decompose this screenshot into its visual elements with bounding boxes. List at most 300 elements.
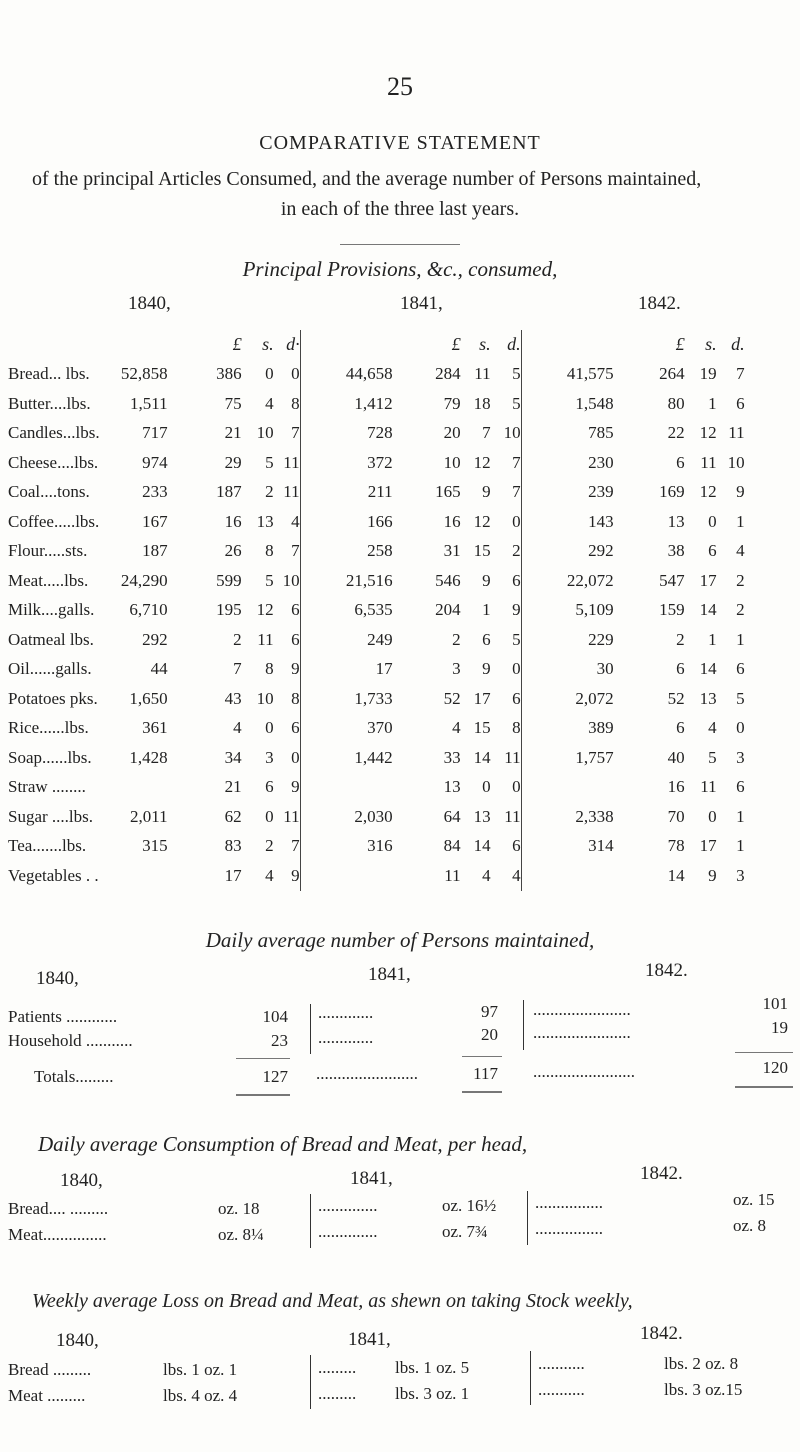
pounds-1842: 547 (659, 570, 685, 590)
pence-1840: 7 (291, 541, 300, 561)
pence-1840: 9 (291, 659, 300, 679)
qty-1842 (521, 773, 614, 803)
pence-1840: 7 (291, 423, 300, 443)
table-row (8, 596, 745, 626)
pence-1842: 3 (736, 865, 745, 885)
pence-1842: 1 (736, 511, 745, 531)
pence-1840: 10 (282, 570, 300, 590)
pence-1840: 6 (291, 600, 300, 620)
pounds-1841: 33 (443, 747, 461, 767)
table-row (8, 861, 745, 891)
shillings-1842: 1 (708, 393, 717, 413)
pence-1841: 7 (512, 452, 521, 472)
qty-1840: 974 (142, 452, 168, 472)
pounds-1841: 165 (435, 482, 461, 502)
pounds-1842: 22 (667, 423, 685, 443)
row-label: Flour.....sts. (8, 541, 88, 561)
shillings-1842: 17 (699, 570, 717, 590)
loss-heading: Weekly average Loss on Bread and Meat, as shewn on taking Stock weekly, (32, 1290, 633, 1312)
pounds-1842: 6 (676, 452, 685, 472)
pence-1841: 6 (512, 688, 521, 708)
pence-1841: 4 (512, 865, 521, 885)
unit-pounds: £ (232, 334, 242, 355)
pence-1842: 2 (736, 570, 745, 590)
pounds-1840: 21 (224, 777, 242, 797)
qty-1840: 717 (142, 423, 168, 443)
pence-1840: 11 (283, 482, 300, 502)
shillings-1840: 10 (256, 688, 274, 708)
qty-1841 (300, 773, 393, 803)
qty-1840: 1,650 (129, 688, 168, 708)
shillings-1840: 11 (257, 629, 274, 649)
pounds-1842: 14 (667, 865, 685, 885)
row-label: Straw ........ (8, 777, 86, 797)
shillings-1841: 15 (473, 541, 491, 561)
divider (340, 244, 460, 245)
pounds-1840: 62 (224, 806, 242, 826)
pounds-1840: 16 (224, 511, 242, 531)
shillings-1841: 14 (473, 747, 491, 767)
unit-pence: d· (286, 334, 300, 355)
shillings-1842: 11 (700, 777, 717, 797)
pence-1842: 0 (736, 718, 745, 738)
qty-1842: 229 (521, 625, 614, 655)
pence-1840: 6 (291, 718, 300, 738)
sum-rule (735, 1052, 793, 1053)
shillings-1840: 8 (265, 659, 274, 679)
pounds-1842: 78 (667, 836, 685, 856)
shillings-1840: 2 (265, 482, 274, 502)
pence-1840: 7 (291, 836, 300, 856)
shillings-1840: 0 (265, 806, 274, 826)
shillings-1840: 8 (265, 541, 274, 561)
shillings-1840: 4 (265, 865, 274, 885)
shillings-1842: 9 (708, 865, 717, 885)
table-row (8, 419, 745, 449)
pounds-1840: 21 (224, 423, 242, 443)
qty-1840: 167 (142, 511, 168, 531)
pounds-1842: 2 (676, 629, 685, 649)
pounds-1842: 40 (667, 747, 685, 767)
pounds-1842: 13 (667, 511, 685, 531)
shillings-1840: 6 (265, 777, 274, 797)
unit-shillings: s. (705, 334, 717, 355)
patients-1842: 101 (762, 994, 788, 1013)
shillings-1842: 11 (700, 452, 717, 472)
pence-1842: 9 (736, 482, 745, 502)
pence-1840: 9 (291, 777, 300, 797)
meat-1840: oz. 8¼ (218, 1225, 264, 1244)
shillings-1840: 2 (265, 836, 274, 856)
dots: .............. (318, 1222, 378, 1241)
row-label: Coffee.....lbs. (8, 511, 100, 531)
dots: ........... (538, 1354, 585, 1373)
qty-1840: 292 (142, 629, 168, 649)
unit-pence: d. (731, 334, 745, 355)
shillings-1841: 13 (473, 806, 491, 826)
pounds-1840: 26 (224, 541, 242, 561)
shillings-1841: 9 (482, 570, 491, 590)
qty-1842: 22,072 (521, 566, 614, 596)
shillings-1842: 19 (699, 364, 717, 384)
shillings-1841: 9 (482, 659, 491, 679)
persons-year-1841: 1841, (368, 964, 411, 985)
pence-1842: 7 (736, 364, 745, 384)
patients-label: Patients ............ (8, 1007, 118, 1026)
bread-1840: oz. 18 (218, 1199, 260, 1218)
qty-1842: 230 (521, 448, 614, 478)
qty-1841 (300, 861, 393, 891)
pounds-1841: 64 (443, 806, 461, 826)
qty-1842: 5,109 (521, 596, 614, 626)
year-1842: 1842. (638, 293, 681, 314)
row-label: Meat.....lbs. (8, 570, 89, 590)
bread-1842: oz. 15 (733, 1190, 775, 1209)
pounds-1841: 52 (443, 688, 461, 708)
pence-1841: 5 (512, 364, 521, 384)
table-row (8, 832, 745, 862)
meat-label: Meat............... (8, 1225, 107, 1244)
pounds-1842: 70 (667, 806, 685, 826)
sum-rule (236, 1058, 290, 1059)
pounds-1841: 2 (452, 629, 461, 649)
meat-1841: oz. 7¾ (442, 1222, 488, 1241)
pence-1842: 6 (736, 659, 745, 679)
loss-meat-label: Meat ......... (8, 1386, 86, 1405)
unit-shillings: s. (479, 334, 491, 355)
pounds-1841: 11 (444, 865, 461, 885)
totals-rule (735, 1086, 793, 1088)
column-rule (527, 1191, 528, 1245)
table-row (8, 389, 745, 419)
shillings-1842: 0 (708, 511, 717, 531)
column-rule (310, 1004, 311, 1054)
table-row (8, 360, 745, 390)
pence-1841: 8 (512, 718, 521, 738)
qty-1840: 2,011 (129, 806, 168, 826)
pounds-1841: 546 (435, 570, 461, 590)
loss-bread-1841: lbs. 1 oz. 5 (395, 1358, 470, 1377)
loss-bread-label: Bread ......... (8, 1360, 92, 1379)
qty-1842: 389 (521, 714, 614, 744)
shillings-1840: 4 (265, 393, 274, 413)
patients-1840: 104 (262, 1007, 288, 1026)
pounds-1840: 599 (216, 570, 242, 590)
totals-label: Totals......... (34, 1067, 114, 1086)
shillings-1841: 4 (482, 865, 491, 885)
row-label: Coal....tons. (8, 482, 90, 502)
pence-1841: 0 (512, 511, 521, 531)
shillings-1841: 1 (482, 600, 491, 620)
column-rule (523, 1000, 524, 1050)
shillings-1841: 11 (474, 364, 491, 384)
qty-1842: 2,072 (521, 684, 614, 714)
dots: ....................... (533, 1000, 631, 1019)
bread-label: Bread.... ......... (8, 1199, 109, 1218)
row-label: Vegetables . . (8, 865, 99, 885)
pounds-1840: 386 (216, 364, 242, 384)
pounds-1842: 159 (659, 600, 685, 620)
pounds-1842: 6 (676, 659, 685, 679)
row-label: Potatoes pks. (8, 688, 98, 708)
totals-1842: 120 (762, 1058, 788, 1077)
table-row (8, 773, 745, 803)
pounds-1842: 264 (659, 364, 685, 384)
pence-1842: 10 (727, 452, 745, 472)
dots: ......... (318, 1384, 357, 1403)
pence-1842: 2 (736, 600, 745, 620)
pounds-1842: 6 (676, 718, 685, 738)
shillings-1841: 12 (473, 511, 491, 531)
dots: ................ (535, 1193, 603, 1212)
shillings-1840: 5 (265, 452, 274, 472)
qty-1841: 370 (300, 714, 393, 744)
pence-1842: 3 (736, 747, 745, 767)
provisions-heading: Principal Provisions, &c., consumed, (242, 257, 558, 281)
column-rule (310, 1194, 311, 1248)
qty-1841: 372 (300, 448, 393, 478)
qty-1842 (521, 861, 614, 891)
qty-1840: 1,511 (129, 393, 168, 413)
row-label: Oil......galls. (8, 659, 92, 679)
pence-1841: 2 (512, 541, 521, 561)
provisions-table (8, 330, 745, 891)
qty-1841: 6,535 (300, 596, 393, 626)
qty-1841: 316 (300, 832, 393, 862)
qty-1841: 1,733 (300, 684, 393, 714)
shillings-1842: 17 (699, 836, 717, 856)
qty-1842: 239 (521, 478, 614, 508)
qty-1840: 6,710 (129, 600, 168, 620)
pounds-1840: 17 (224, 865, 242, 885)
pence-1842: 11 (728, 423, 745, 443)
sum-rule (462, 1056, 502, 1057)
pounds-1840: 195 (216, 600, 242, 620)
qty-1842: 41,575 (521, 360, 614, 390)
row-label: Butter....lbs. (8, 393, 91, 413)
pence-1841: 7 (512, 482, 521, 502)
table-row (8, 655, 745, 685)
pounds-1840: 43 (224, 688, 242, 708)
loss-bread-1842: lbs. 2 oz. 8 (664, 1354, 739, 1373)
household-label: Household ........... (8, 1031, 133, 1050)
consumption-year-1840: 1840, (60, 1170, 103, 1191)
shillings-1840: 10 (256, 423, 274, 443)
persons-heading: Daily average number of Persons maintained, (205, 928, 595, 952)
pounds-1841: 79 (443, 393, 461, 413)
pounds-1841: 4 (452, 718, 461, 738)
loss-year-1842: 1842. (640, 1323, 683, 1344)
shillings-1842: 13 (699, 688, 717, 708)
qty-1842: 143 (521, 507, 614, 537)
row-label: Oatmeal lbs. (8, 629, 94, 649)
shillings-1842: 14 (699, 659, 717, 679)
dots: ......... (318, 1358, 357, 1377)
totals-rule (462, 1091, 502, 1093)
qty-1840: 44 (150, 659, 168, 679)
qty-1841: 249 (300, 625, 393, 655)
shillings-1840: 0 (265, 364, 274, 384)
shillings-1841: 17 (473, 688, 491, 708)
pounds-1840: 4 (233, 718, 242, 738)
pence-1841: 11 (504, 806, 521, 826)
pounds-1841: 84 (443, 836, 461, 856)
pence-1840: 0 (291, 364, 300, 384)
pounds-1842: 169 (659, 482, 685, 502)
qty-1840: 315 (142, 836, 168, 856)
shillings-1842: 0 (708, 806, 717, 826)
shillings-1840: 12 (256, 600, 274, 620)
pounds-1840: 7 (233, 659, 242, 679)
shillings-1842: 4 (708, 718, 717, 738)
pounds-1840: 34 (224, 747, 242, 767)
dots: ............. (318, 1028, 374, 1047)
shillings-1841: 6 (482, 629, 491, 649)
pence-1842: 1 (736, 629, 745, 649)
pence-1842: 6 (736, 393, 745, 413)
loss-year-1840: 1840, (56, 1330, 99, 1351)
pence-1841: 10 (503, 423, 521, 443)
qty-1841: 166 (300, 507, 393, 537)
household-1840: 23 (271, 1031, 288, 1050)
loss-meat-1842: lbs. 3 oz.15 (664, 1380, 743, 1399)
column-rule (530, 1351, 531, 1405)
pounds-1841: 20 (443, 423, 461, 443)
household-1841: 20 (481, 1025, 498, 1044)
qty-1841: 211 (300, 478, 393, 508)
pence-1841: 0 (512, 777, 521, 797)
table-row (8, 743, 745, 773)
pence-1840: 8 (291, 688, 300, 708)
shillings-1842: 14 (699, 600, 717, 620)
pence-1840: 4 (291, 511, 300, 531)
pence-1840: 11 (283, 452, 300, 472)
column-rule (310, 1355, 311, 1409)
qty-1842: 30 (521, 655, 614, 685)
pounds-1841: 16 (443, 511, 461, 531)
pounds-1841: 204 (435, 600, 461, 620)
pence-1842: 1 (736, 806, 745, 826)
table-row (8, 478, 745, 508)
totals-rule (236, 1094, 290, 1096)
row-label: Sugar ....lbs. (8, 806, 93, 826)
table-row (8, 566, 745, 596)
dots: ................ (535, 1219, 603, 1238)
year-1841: 1841, (400, 293, 443, 314)
page-number: 25 (387, 72, 413, 101)
unit-pounds: £ (675, 334, 685, 355)
shillings-1841: 12 (473, 452, 491, 472)
pence-1840: 9 (291, 865, 300, 885)
shillings-1842: 5 (708, 747, 717, 767)
pounds-1842: 16 (667, 777, 685, 797)
row-label: Bread... lbs. (8, 364, 90, 384)
shillings-1840: 0 (265, 718, 274, 738)
qty-1842: 1,757 (521, 743, 614, 773)
pence-1840: 11 (283, 806, 300, 826)
year-1840: 1840, (128, 293, 171, 314)
loss-year-1841: 1841, (348, 1329, 391, 1350)
pence-1841: 0 (512, 659, 521, 679)
unit-shillings: s. (262, 334, 274, 355)
table-row (8, 537, 745, 567)
dots: ........... (538, 1380, 585, 1399)
pence-1841: 9 (512, 600, 521, 620)
table-row (8, 507, 745, 537)
qty-1841: 258 (300, 537, 393, 567)
shillings-1840: 13 (256, 511, 274, 531)
table-row (8, 714, 745, 744)
pence-1840: 0 (291, 747, 300, 767)
pounds-1842: 80 (667, 393, 685, 413)
shillings-1840: 5 (265, 570, 274, 590)
shillings-1841: 0 (482, 777, 491, 797)
dots: ....................... (533, 1023, 631, 1042)
meat-1842: oz. 8 (733, 1216, 767, 1235)
pence-1840: 6 (291, 629, 300, 649)
row-label: Candles...lbs. (8, 423, 100, 443)
pence-1841: 6 (512, 836, 521, 856)
intro-line-1: of the principal Articles Consumed, and the average number of Persons maintained, (32, 168, 702, 190)
qty-1842: 1,548 (521, 389, 614, 419)
shillings-1841: 18 (473, 393, 491, 413)
table-row (8, 448, 745, 478)
qty-1841: 44,658 (300, 360, 393, 390)
pence-1842: 1 (736, 836, 745, 856)
consumption-year-1841: 1841, (350, 1168, 393, 1189)
row-label: Tea.......lbs. (8, 836, 87, 856)
qty-1840: 52,858 (120, 364, 168, 384)
pounds-1841: 31 (443, 541, 461, 561)
pence-1842: 5 (736, 688, 745, 708)
page-title: COMPARATIVE STATEMENT (259, 132, 541, 154)
qty-1842: 2,338 (521, 802, 614, 832)
persons-year-1842: 1842. (645, 960, 688, 981)
pounds-1841: 10 (443, 452, 461, 472)
qty-1840: 24,290 (120, 570, 168, 590)
dots: ............. (318, 1003, 374, 1022)
qty-1842: 785 (521, 419, 614, 449)
pounds-1840: 29 (224, 452, 242, 472)
pence-1842: 6 (736, 777, 745, 797)
dots: ........................ (533, 1062, 635, 1081)
dots: ........................ (316, 1064, 418, 1083)
pounds-1841: 13 (443, 777, 461, 797)
shillings-1842: 1 (708, 629, 717, 649)
loss-bread-1840: lbs. 1 oz. 1 (163, 1360, 238, 1379)
patients-1841: 97 (481, 1002, 498, 1021)
shillings-1842: 12 (699, 482, 717, 502)
pounds-1841: 3 (452, 659, 461, 679)
table-row (8, 802, 745, 832)
pounds-1842: 52 (667, 688, 685, 708)
dots: .............. (318, 1196, 378, 1215)
intro-line-2: in each of the three last years. (280, 198, 520, 220)
qty-1840: 361 (142, 718, 168, 738)
shillings-1840: 3 (265, 747, 274, 767)
row-label: Milk....galls. (8, 600, 95, 620)
loss-meat-1841: lbs. 3 oz. 1 (395, 1384, 470, 1403)
bread-1841: oz. 16½ (442, 1196, 497, 1215)
shillings-1842: 12 (699, 423, 717, 443)
totals-1840: 127 (262, 1067, 288, 1086)
qty-1840: 1,428 (129, 747, 168, 767)
shillings-1841: 9 (482, 482, 491, 502)
qty-1842: 314 (521, 832, 614, 862)
pence-1842: 4 (736, 541, 745, 561)
qty-1840 (100, 773, 168, 803)
loss-meat-1840: lbs. 4 oz. 4 (163, 1386, 238, 1405)
